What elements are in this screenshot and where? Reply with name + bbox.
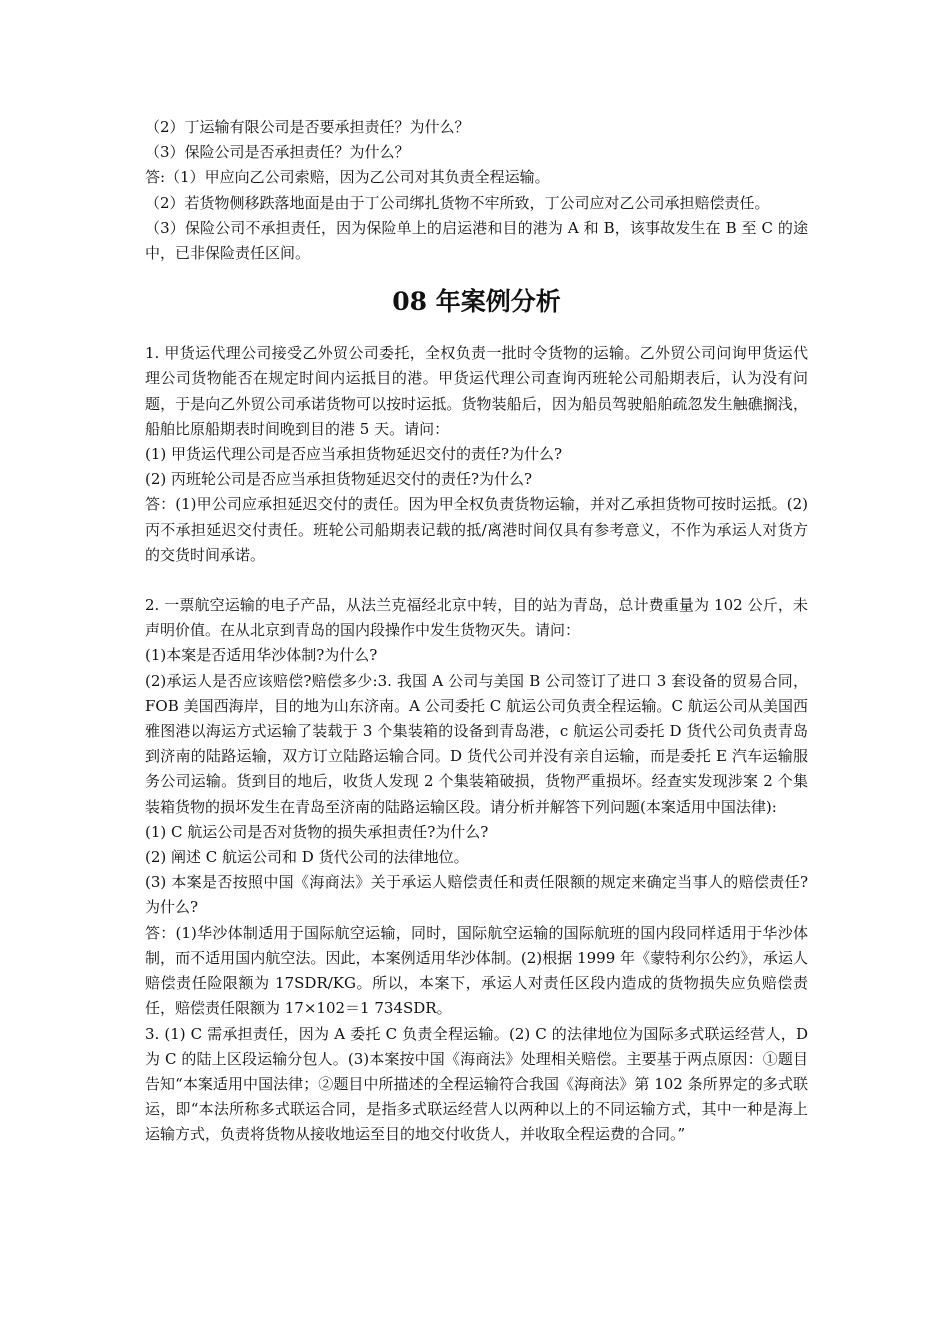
case-1-question-2: (2) 丙班轮公司是否应当承担货物延迟交付的责任?为什么? [145,470,533,489]
case-2-answer: 答：(1)华沙体制适用于国际航空运输，同时，国际航空运输的国际航班的国内段同样适用于华沙体制，而不适用国内航空法。因此，本案例适用华沙体制。(2)根据 1999 年《蒙特利尔公约》，承运人赔偿责任险限额为 17SDR/KG。所以，本案下，承运人对责任区段内造成的货物损失应负赔偿责任，赔偿责任限额为 17×102＝1 734SDR。 [145,923,808,1018]
case-1-question-1: (1) 甲货运代理公司是否应当承担货物延迟交付的责任?为什么? [145,445,563,464]
question-2: （2）丁运输有限公司是否要承担责任？为什么？ [145,118,470,136]
document-body [145,115,808,1148]
case-2-question-2-case-3-body: (2)承运人是否应该赔偿?赔偿多少:3. 我国 A 公司与美国 B 公司签订了进口 3 套设备的贸易合同，FOB 美国西海岸，目的地为山东济南。A 公司委托 C 航运公司负责全程运输。C 航运公司从美国西雅图港以海运方式运输了装载于 3 个集装箱的设备到青岛港，c 航运公司委托 D 货代公司负责青岛到济南的陆路运输，双方订立陆路运输合同。D 货代公司并没有亲自运输，而是委托 E 汽车运输服务公司运输。货到目的地后，收货人发现 2 个集装箱破损，货物严重损坏。经查实发现涉案 2 个集装箱货物的损坏发生在青岛至济南的陆路运输区段。请分析并解答下列问题(本案适用中国法律): [145,671,808,816]
question-3: （3）保险公司是否承担责任？为什么？ [145,143,410,162]
case-3-question-1: (1) C 航运公司是否对货物的损失承担责任?为什么? [145,822,489,841]
case-1-body: 1. 甲货运代理公司接受乙外贸公司委托，全权负责一批时令货物的运输。乙外贸公司问询甲货运代理公司货物能否在规定时间内运抵目的港。甲货运代理公司查询丙班轮公司船期表后，认为没有问题，于是向乙外贸公司承诺货物可以按时运抵。货物装船后，因为船员驾驶船舶疏忽发生触礁搁浅，船舶比原船期表时间晚到目的港 5 天。请问： [145,344,808,438]
paragraph-gap [145,568,808,593]
case-1-answer: 答：(1)甲公司应承担延迟交付的责任。因为甲全权负责货物运输，并对乙承担货物可按时运抵。(2)丙不承担延迟交付责任。班轮公司船期表记载的抵/离港时间仅具有参考意义，不作为承运人对货方的交货时间承诺。 [145,495,808,564]
case-2-question-1: (1)本案是否适用华沙体制?为什么? [145,646,378,665]
answer-3: （3）保险公司不承担责任，因为保险单上的启运港和目的港为 A 和 B，该事故发生在 B 至 C 的途中，已非保险责任区间。 [145,218,808,263]
case-3-question-3: (3) 本案是否按照中国《海商法》关于承运人赔偿责任和责任限额的规定来确定当事人的赔偿责任?为什么? [145,873,808,917]
case-2-body: 2. 一票航空运输的电子产品，从法兰克福经北京中转，目的站为青岛，总计费重量为 102 公斤，未声明价值。在从北京到青岛的国内段操作中发生货物灭失。请问： [145,596,808,640]
answer-1: 答:（1）甲应向乙公司索赔，因为乙公司对其负责全程运输。 [145,168,550,187]
case-3-answer: 3. (1) C 需承担责任，因为 A 委托 C 负责全程运输。(2) C 的法律地位为国际多式联运经营人，D 为 C 的陆上区段运输分包人。(3)本案按中国《海商法》处理相关赔偿。主要基于两点原因：①题目告知“本案适用中国法律；②题目中所描述的全程运输符合我国《海商法》第 102 条所界定的多式联运，即“本法所称多式联运合同，是指多式联运经营人以两种以上的不同运输方式，其中一种是海上运输方式，负责将货物从接收地运至目的地交付收货人，并收取全程运费的合同。” [145,1024,808,1144]
answer-2: （2）若货物侧移跌落地面是由于丁公司绑扎货物不牢所致，丁公司应对乙公司承担赔偿责任。 [145,193,770,212]
case-3-question-2: (2) 阐述 C 航运公司和 D 货代公司的法律地位。 [145,848,469,867]
section-heading: 08 年案例分析 [392,287,561,317]
